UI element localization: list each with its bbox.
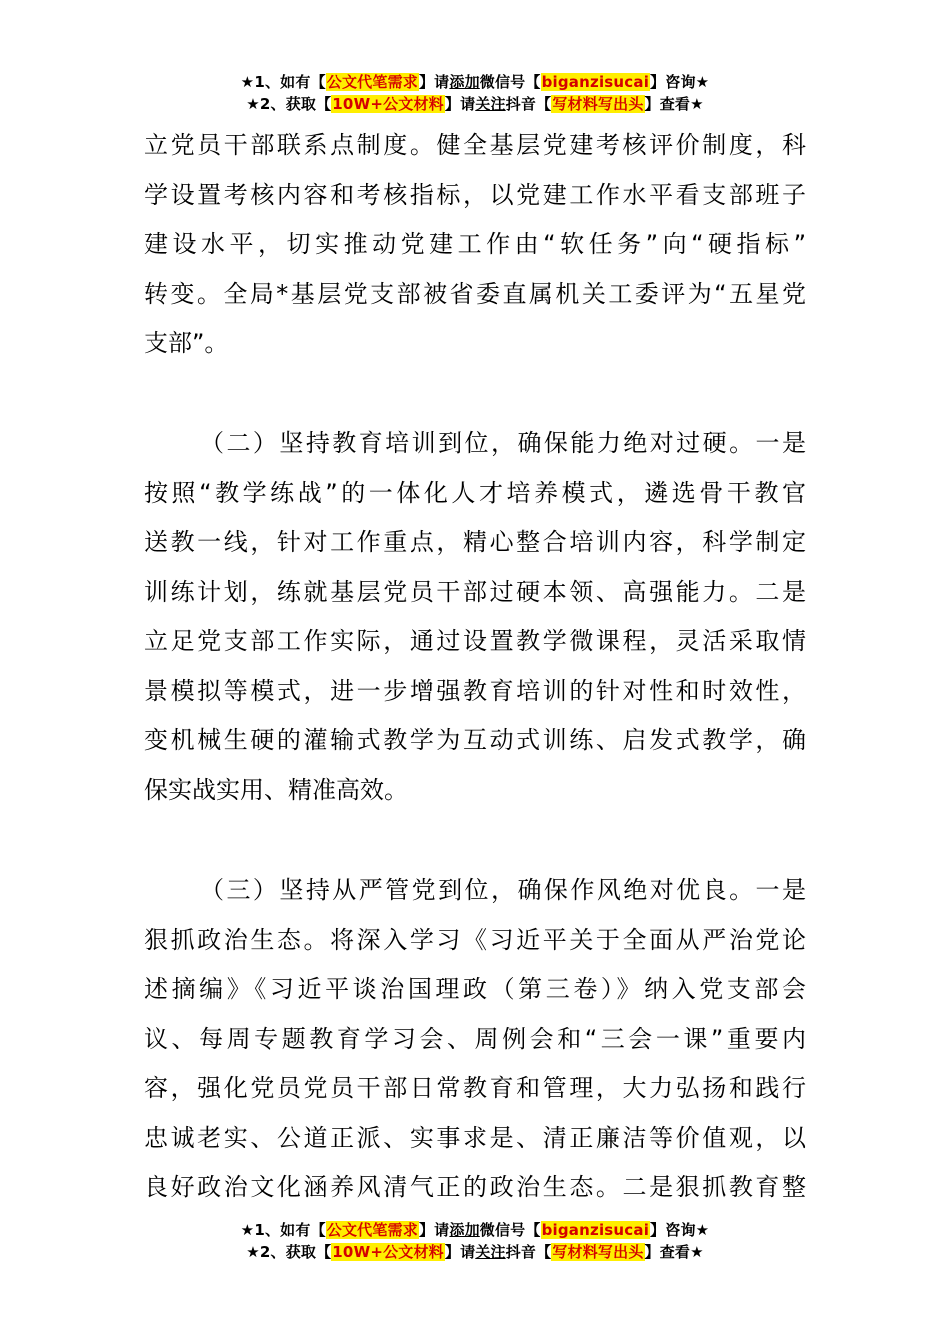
text-line: 支部”。 bbox=[144, 329, 229, 357]
text-line: （三）坚持从严管党到位，确保作风绝对优良。一是 bbox=[200, 876, 806, 904]
banner-text: 微信号【 bbox=[479, 73, 541, 91]
banner-line-1 bbox=[0, 1219, 950, 1241]
text-line: 按照“教学练战”的一体化人才培养模式，遴选骨干教官 bbox=[144, 478, 806, 507]
text-line: 送教一线，针对工作重点，精心整合培训内容，科学制定 bbox=[144, 528, 806, 556]
star-icon: ★ bbox=[690, 95, 704, 113]
banner-text: 抖音【 bbox=[505, 1243, 552, 1261]
banner-text: 2、获取【 bbox=[259, 1243, 332, 1261]
text-line: 良好政治文化涵养风清气正的政治生态。二是狠抓教育整 bbox=[144, 1173, 806, 1201]
banner-text: 】请 bbox=[418, 73, 450, 91]
banner-line-2 bbox=[0, 93, 950, 115]
star-icon: ★ bbox=[240, 73, 255, 91]
header-banner bbox=[0, 71, 950, 115]
banner-text: 2、获取【 bbox=[259, 95, 332, 113]
highlight-text: 公文代笔需求 bbox=[326, 1221, 418, 1239]
text-line: 变机械生硬的灌输式教学为互动式训练、启发式教学，确 bbox=[144, 726, 806, 754]
highlight-text: biganzisucai bbox=[541, 73, 650, 91]
text-line: 述摘编》《习近平谈治国理政（第三卷）》纳入党支部会 bbox=[144, 975, 806, 1003]
banner-text: 】请 bbox=[418, 1221, 450, 1239]
banner-text: 1、如有【 bbox=[254, 1221, 326, 1239]
banner-line-1 bbox=[0, 71, 950, 93]
star-icon: ★ bbox=[240, 1221, 255, 1239]
text-line: 立足党支部工作实际，通过设置教学微课程，灵活采取情 bbox=[144, 627, 806, 655]
emphasis-text: 关注 bbox=[475, 1243, 506, 1261]
highlight-text: 写材料写出头 bbox=[552, 95, 644, 113]
banner-text: 微信号【 bbox=[479, 1221, 541, 1239]
emphasis-text: 添加 bbox=[449, 1221, 480, 1239]
banner-text: 抖音【 bbox=[505, 95, 552, 113]
text-line: 狠抓政治生态。将深入学习《习近平关于全面从严治党论 bbox=[144, 925, 806, 954]
highlight-text: 公文代笔需求 bbox=[326, 73, 418, 91]
banner-text: 1、如有【 bbox=[254, 73, 326, 91]
banner-text: 】咨询 bbox=[650, 1221, 696, 1239]
star-icon: ★ bbox=[246, 1243, 260, 1261]
star-icon: ★ bbox=[695, 73, 710, 91]
highlight-text: 写材料写出头 bbox=[552, 1243, 644, 1261]
text-line: 景模拟等模式，进一步增强教育培训的针对性和时效性， bbox=[144, 676, 806, 705]
emphasis-text: 添加 bbox=[449, 73, 480, 91]
banner-text: 】请 bbox=[444, 1243, 476, 1261]
banner-text: 】咨询 bbox=[650, 73, 696, 91]
banner-text: 】请 bbox=[444, 95, 476, 113]
emphasis-text: 关注 bbox=[475, 95, 506, 113]
paragraph-continuation bbox=[144, 121, 806, 369]
text-line: 立党员干部联系点制度。健全基层党建考核评价制度，科 bbox=[144, 131, 806, 159]
text-line: 忠诚老实、公道正派、实事求是、清正廉洁等价值观，以 bbox=[144, 1123, 806, 1152]
banner-text: 】查看 bbox=[644, 1243, 691, 1261]
star-icon: ★ bbox=[246, 95, 260, 113]
footer-banner bbox=[0, 1219, 950, 1263]
text-line: 建设水平，切实推动党建工作由“软任务”向“硬指标” bbox=[144, 230, 806, 258]
text-line: 训练计划，练就基层党员干部过硬本领、高强能力。二是 bbox=[144, 577, 806, 606]
star-icon: ★ bbox=[690, 1243, 704, 1261]
text-line: 议、每周专题教育学习会、周例会和“三会一课”重要内 bbox=[144, 1024, 806, 1053]
paragraph-section-2 bbox=[144, 419, 806, 815]
banner-text: 】查看 bbox=[644, 95, 691, 113]
highlight-text: 10W+公文材料 bbox=[332, 95, 444, 113]
highlight-text: biganzisucai bbox=[541, 1221, 650, 1239]
banner-line-2 bbox=[0, 1241, 950, 1263]
text-line: （二）坚持教育培训到位，确保能力绝对过硬。一是 bbox=[200, 429, 806, 457]
text-line: 转变。全局*基层党支部被省委直属机关工委评为“五星党 bbox=[144, 279, 806, 308]
text-line: 学设置考核内容和考核指标，以党建工作水平看支部班子 bbox=[144, 180, 806, 209]
paragraph-section-3 bbox=[144, 866, 806, 1213]
text-line: 保实战实用、精准高效。 bbox=[144, 775, 408, 804]
star-icon: ★ bbox=[695, 1221, 710, 1239]
highlight-text: 10W+公文材料 bbox=[332, 1243, 444, 1261]
text-line: 容，强化党员党员干部日常教育和管理，大力弘扬和践行 bbox=[144, 1074, 806, 1102]
